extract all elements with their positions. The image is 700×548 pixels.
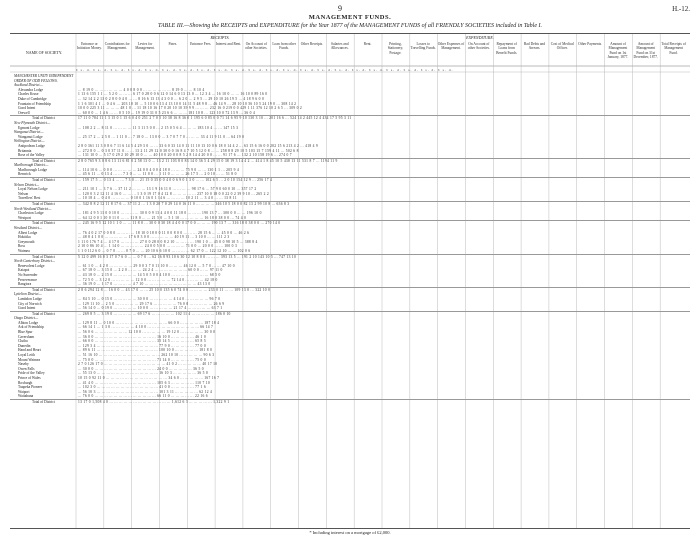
society-name: New Plymouth District— <box>14 120 51 125</box>
row-values: ... 129 11 10 ... 2 5 0 ... ... ... ... ... 29 17 6 ... ... ... ... ... 76 0 0 ... ... ... ... ... 26 6 9 <box>78 301 225 306</box>
row-values: ... 131 10 0 ... 5 17 0 29 2 10 29 10 0 ... ... 40 10 0 20 0 0 8 5 2 8 14 4 20 0 0 ... ... 91 17 6 ... 132 2 10 158 19 6 ... 274 0 7 <box>78 153 292 158</box>
column-header: Loan from other Funds. <box>272 42 296 51</box>
column-header: Levies for Management. <box>135 42 155 51</box>
column-header: Other Expenses of Management. <box>437 42 465 51</box>
society-name: Wellington District— <box>14 139 45 144</box>
society-name: Total of District <box>32 311 55 316</box>
row-values: ... 32 14 2 2 13 0 2 8 0 0 4 0 ... ... 8 16 6 13 13 4 3 0 0 ... 6 2 0 ... 2 9 5 ... 29 10 10 26 19 5 ... 4 18 9 6 0 0 <box>78 96 265 101</box>
row-values: ... 159 17 5 ... 0 13 4 ... ... 7 3 0 ... 21 15 0 35 0 0 4 0 0 6 9 0 1 3 0 ... ... 102 6 5 ... 2 0 10 154 12 9 ... 256 17 4 <box>78 178 273 183</box>
society-name: Loyal Nelson Lodge <box>18 187 48 192</box>
society-name: Auckland District— <box>14 83 43 88</box>
society-name: City of Norwich <box>18 301 42 306</box>
society-name: Travellers' Rest <box>18 196 41 201</box>
row-values: 17 11 0 784 11 1 3 15 0 1 15 6 0 4 0 251 2 7 0 5 10 38 16 8 36 0 1 195 6 0 85 0 0 71 14 6 95 9 10 130 3 10 ... 201 16 6 ... 524 14 2 445 12 4 434 17 5 95 3 11 <box>78 116 352 121</box>
society-name: Orewell <box>18 110 30 115</box>
footnote: * Including interest on a mortgage of £2,000. <box>309 530 391 535</box>
column-header: Repayment of Loans from Benefit Funds. <box>496 42 518 55</box>
column-header: On Account of other Societies. <box>467 42 490 51</box>
society-name: Duke of Cambridge <box>18 96 47 101</box>
row-values: ... 30 0 0 ... ... ... ... ... ... ... ... ... ... ... ... ... 24 0 0 ... ... ... ... ... 36 5 0 <box>78 366 204 371</box>
society-name: Hand and Heart <box>18 348 41 353</box>
society-name: Greymouth <box>18 239 35 244</box>
row-values: ... 120 0 3 2 12 11 4 16 0 ... ... ... 1 3 0 19 17 0 4 12 8 ... ... ... ... ... 237 10 0 18 0 0 22 0 2 39 9 10 ... 265 2 2 <box>78 191 269 196</box>
row-values: ... 56 10 3 ... ... ... ... ... ... ... ... ... ... ... ... ... 101 3 11 ... ... ... ... ... 62 12 4 <box>78 389 213 394</box>
row-values: 1 11 0 176 7 4 ... 4 17 0 ... ... ... ... 27 0 0 28 0 0 8 2 10 ... ... ... ... 190 1 0 ... 45 0 0 98 10 5 ... 388 8 4 <box>78 239 258 244</box>
society-name: Waitahuna <box>18 394 34 399</box>
row-values: ... 89 6 11 ... ... ... ... ... ... ... ... ... ... ... ... ... 100 10 0 ... ... ... ... ... 181 8 0 <box>78 348 213 353</box>
table-body <box>10 74 690 405</box>
row-values: 2 10 0 86 10 4 ... 1 14 0 ... ... ... ... ... 24 0 0 5 0 0 ... ... ... ... 71 0 0 ... 20 0 0 ... ... 100 0 3 <box>78 244 238 249</box>
society-name: Total of District <box>32 158 55 163</box>
row-values: 10 15 0 92 11 0 ... ... ... ... ... ... ... ... ... ... ... ... ... 34 6 0 ... ... ... ... ... 167 16 7 <box>78 376 220 380</box>
column-header: Losses to Travelling Funds. <box>410 42 436 51</box>
row-values: 1 1 6 301 4 1 ... 0 4 6 ... 203 10 10 ... 5 10 0 6 13 4 13 10 0 14 11 5 48 9 8 ... 46 14 9 ... 28 10 10 56 10 5 24 19 0 ... 308 14 2 <box>78 101 297 106</box>
society-name: Total of District <box>32 399 55 404</box>
column-header: Other Receipts. <box>300 42 324 46</box>
society-name: MANCHESTER UNITY INDEPENDENT <box>14 74 74 78</box>
row-values: ... 269 8 5 ... 3 19 0 ... ... ... ... ... 69 17 6 ... ... ... ... ... 102 11 4 ... ... ... ... ... 186 0 10 <box>78 311 231 316</box>
society-name: Loyal Leith <box>18 353 35 358</box>
society-name: Lyttelton District— <box>14 292 42 297</box>
society-name: Dunedin <box>18 343 31 348</box>
row-values: ... 25 17 2 ... 2 5 0 ... 1 11 0 ... 7 18 0 ... 13 0 0 ... 3 7 0 7 7 0 ... ... ... 33 4 11 9 11 0 ... 64 19 0 <box>78 134 245 139</box>
society-name: Benevolent Lodge <box>18 263 45 268</box>
society-name: Prince of Wales <box>18 376 41 380</box>
society-name: Renwick <box>18 172 31 177</box>
row-values: ... 114 10 6 ... 0 0 0 ... ... ... ... ... 24 0 0 4 0 0 4 18 0 ... ... ... 75 9 0 ... ... 130 1 1 ... 205 9 4 <box>78 167 240 172</box>
society-name: Good Intent <box>18 306 36 311</box>
column-header: Bad Debts and Arrears. <box>523 42 546 51</box>
society-name: Clutha <box>18 339 28 344</box>
column-header: Amount of Management Fund on 31st December, 1877. <box>633 42 659 60</box>
society-name: Hokitika <box>18 235 31 240</box>
society-name: Good Intent <box>18 106 36 111</box>
row-values: ... 60 0 0 ... 1 4 6 ... ... 0 5 10 ... 19 19 0 31 0 5 23 6 6 ... ... ... 181 10 8 ... 123 10 0 72 13 9 ... 36 0 4 <box>78 110 256 115</box>
district-total-row <box>10 399 690 405</box>
column-header: Salaries and Allowances. <box>330 42 349 51</box>
column-header: Entrance Fees. <box>190 42 212 46</box>
currency-units-row: £ s. d. £ s. d. £ s. d. £ s. d. £ s. d. £ s. d. £ s. d. £ s. d. £ s. d. £ s. d. £ s. d. £ s. d. £ s. d. £ s. d. £ s. d. £ s. d. £ s. d. £ s. d. £ s. d. £ s. d. £ s. d. £ s. d. <box>76 68 454 72</box>
column-header: On Account of other Societies. <box>245 42 268 51</box>
row-values: 1 1 0 112 6 0 ... 0 7 0 ... ... 0 7 0 ... ... 20 10 6 6 10 0 ... ... ... ... 62 17 0 ... 122 12 10 ... ... 102 0 6 <box>78 248 251 253</box>
row-values: ... 36 19 0 ... 1 17 0 ... ... ... ... 4 7 10 ... ... ... ... ... ... ... ... ... ... ... 43 13 0 <box>78 282 211 287</box>
receipts-group-header: RECEIPTS. <box>210 35 230 40</box>
row-values: ... 129 3 4 ... ... ... ... ... ... ... ... ... ... ... ... ... 77 9 0 ... ... ... ... ... 77 0 0 <box>78 343 206 348</box>
society-name: Wanganui District— <box>14 130 44 135</box>
row-values: ... 48 8 4 1 0 0 ... ... ... ... ... 17 6 8 3 0 0 ... ... ... ... ... 40 19 11 ... 3 10 0 ... ... 111 2 3 <box>78 235 230 240</box>
society-name: Ark of Friendship <box>18 325 44 330</box>
society-name: North Westland District— <box>14 206 52 211</box>
society-name: Nelson <box>18 191 29 196</box>
society-name: Charleston Lodge <box>18 211 44 216</box>
society-name: Lambdon Lodge <box>18 296 42 301</box>
row-values: ... 67 18 0 ... 3 15 0 ... 2 2 0 ... ... ... 24 2 4 ... ... ... ... ... ... ... 60 0 0 ... ... 97 11 0 <box>78 268 223 273</box>
row-values: 10 0 0 225 3 11 ... ... ... 48 1 0 ... 11 18 10 16 17 0 20 10 10 39 9 9 ... ... ... 232 16 0 219 0 0 429 1 11 376 12 10 2 6 5 ... 309 0 2 <box>78 106 302 111</box>
society-name: Marlborough District— <box>14 163 49 168</box>
society-name: Waimea <box>18 248 30 253</box>
row-values: 2 8 0 361 11 3 0 8 6 7 11 6 14 5 4 29 3 0 ... ... 33 6 0 33 14 0 11 11 10 13 10 0 6 18 0 14 4 2 ... 63 15 6 16 0 0 202 15 6 213 4 2 ... 418 4 9 <box>78 143 319 148</box>
society-name: Westport <box>18 215 31 220</box>
society-name: Total of District <box>32 254 55 259</box>
society-name: Total of District <box>32 221 55 226</box>
row-values: ... 64 12 0 0 1 10 0 11 0 ... ... 11 8 0 ... ... 21 5 0 ... 5 1 10 ... ... ... ... ... 16 18 0 38 0 0 ... 74 4 0 <box>78 215 247 220</box>
society-name: Total of District <box>32 287 55 292</box>
society-name: Total of District <box>32 202 55 207</box>
society-name: Total of District <box>32 116 55 121</box>
column-header: Printing, Stationery, Postage. <box>387 42 404 55</box>
society-name: Albion Lodge <box>18 320 39 325</box>
society-name: Blue Spur <box>18 330 33 335</box>
row-values: ... 36 0 0 ... ... ... ... ... ... ... ... ... ... ... ... ... 16 10 0 ... ... ... ... ... 46 1 0 <box>78 334 206 339</box>
society-name: Otago District— <box>14 316 39 321</box>
row-values: ... 102 3 0 ... ... ... ... ... ... ... ... ... ... ... ... ... 41 0 0 ... ... ... ... ... 77 1 6 <box>78 385 206 390</box>
row-values: ... 342 8 8 2 12 11 8 17 6 ... 37 11 2 ... 1 3 0 20 7 0 29 14 0 16 11 0 ... ... ... ... 346 10 5 18 0 0 82 13 2 99 10 8 ... 636 8 3 <box>78 202 290 207</box>
society-name: Nelson District— <box>14 182 40 187</box>
row-values: ... 84 5 10 ... 0 15 0 ... ... ... ... ... 30 0 0 ... ... ... ... ... 4 14 0 ... ... ... ... ... 96 7 0 <box>78 296 221 301</box>
society-name: Ross <box>18 244 25 249</box>
column-header: Entrance or Initiation Money. <box>76 42 102 51</box>
society-name: Albert Lodge <box>18 230 38 235</box>
name-column-header: NAME OF SOCIETY. <box>25 50 63 55</box>
society-name: Fountain of Friendship <box>18 101 51 106</box>
expenditure-group-header: EXPENDITURE. <box>466 35 494 40</box>
society-name: No Surrender <box>18 272 38 277</box>
column-header: Cost of Medical Officer. <box>550 42 574 51</box>
society-name: Wanganui Lodge <box>18 134 43 139</box>
column-header: Fines. <box>168 42 178 46</box>
society-name: Charles Kruse <box>18 92 39 97</box>
row-values: ... 10 18 4 ... 0 4 0 ... ... ... ... 0 10 0 1 16 0 1 14 6 ... ... ... ... 10 2 11 ... 3 4 0 ... ... 13 8 11 <box>78 196 237 201</box>
column-header: Other Payments. <box>578 42 603 46</box>
column-header: Total Receipts of Management Fund. <box>661 42 686 55</box>
row-values: ... 56 14 0 ... 0 19 0 ... ... ... ... ... 10 0 0 ... ... ... ... ... 21 17 4 ... ... ... ... ... 63 7 1 <box>78 306 223 311</box>
column-header: Amount of Management Fund on 1st January, 1877. <box>607 42 629 60</box>
row-values: ... 245 16 9 5 12 10 1 1 0 ... ... 11 8 0 ... 30 0 0 30 18 4 4 0 0 17 0 0 ... ... ... 190 13 7 ... 316 18 0 38 0 0 ... 270 14 0 <box>78 221 281 226</box>
row-values: ... 8 19 0 ... ... ... ... ... ... 4 0 0 8 0 0 ... ... ... ... ... ... 8 19 0 ... ... 8 10 4 <box>78 87 205 92</box>
row-values: ... 51 16 10 ... ... ... ... ... ... ... ... ... ... ... ... ... 262 10 10 ... ... ... ... ... 90 6 3 <box>78 353 215 358</box>
row-values: ... 55 13 0 ... ... ... ... ... ... ... ... ... ... ... ... ... 16 10 3 ... ... ... ... ... 36 5 0 <box>78 371 209 376</box>
row-values: 13 17 0 1,508 4 0 ... ... ... ... ... ... ... ... ... ... ... ... ... 1,612 6 3 ... ... ... ... ... 1,322 9 1 <box>78 399 230 404</box>
society-name: Marlborough Lodge <box>18 167 48 172</box>
row-values: 2 8 0 765 9 3 0 8 6 13 11 6 81 0 2 58 13 0 ... 13 2 11 103 8 0 83 14 0 36 5 4 29 15 0 38 19 3 14 4 2 ... 414 1 8 45 10 5 438 13 11 531 8 7 ... 1194 11 9 <box>78 158 338 163</box>
society-name: Rose of the Valley <box>18 153 45 158</box>
society-name: Owen Falls <box>18 366 35 371</box>
row-values: ... 108 2 2 ... 8 11 0 ... ... ... ... 11 3 11 5 0 0 ... 2 15 0 5 6 4 ... ... ... 183 10 4 ... ... 147 15 3 <box>78 125 239 130</box>
document-code: H.-12. <box>672 5 690 13</box>
row-values: ... 66 0 0 ... ... ... ... ... ... ... ... ... ... ... ... ... 35 14 5 ... ... ... ... ... 65 8 5 <box>78 339 206 344</box>
society-name: Kaiapoi <box>18 268 30 273</box>
page-number: 9 <box>338 4 342 13</box>
row-values: 1 13 6 155 1 1 ... 5 2 0 ... ... ... 6 17 0 28 0 0 6 12 0 14 6 0 13 13 0 ... 12 3 4 ... 16 10 0 ... ... 16 10 0 89 16 0 <box>78 92 268 97</box>
society-name: ORDER OF ODD FELLOWS. <box>14 78 58 83</box>
row-values: ... 56 0 6 ... ... ... ... ... ... ... 12 10 0 ... ... ... ... ... 19 12 0 ... ... ... ... ... 30 0 0 <box>78 330 216 335</box>
row-values: ... 76 0 0 ... ... ... ... ... ... ... ... ... ... ... ... ... 66 11 0 ... ... ... ... ... 22 16 6 <box>78 394 208 399</box>
society-name: Waipori <box>18 389 30 394</box>
row-values: 2 8 6 294 12 8 ... 16 0 0 ... 43 17 0 ... ... 25 10 0 135 6 0 74 0 0 ... ... ... ... 233 0 11 ... ... 109 13 0 ... 322 10 0 <box>78 287 271 292</box>
row-values: ... 76 4 0 2 17 0 0 8 0 ... ... ... ... 18 10 0 18 0 0 11 0 0 8 0 0 ... ... ... 28 15 6 ... ... 45 0 0 ... 46 2 6 <box>78 230 250 235</box>
row-values: ... 75 0 0 ... ... ... ... ... ... ... ... ... ... ... ... ... 71 14 0 ... ... ... ... ... 75 0 0 <box>78 357 206 362</box>
table-caption: TABLE III.—Showing the RECEIPTS and EXPENDITURE for the Year 1877 of the MANAGEMENT FUNDS of all FRIENDLY SOCIETIES included in Table I. <box>157 23 543 29</box>
row-values: 5 12 0 499 16 0 3 17 0 7 6 0 ... ... 0 7 0 ... 62 16 8 93 10 6 30 12 10 8 0 0 ... ... ... 393 13 5 ... 191 2 10 143 10 5 ... 747 13 10 <box>78 254 297 259</box>
row-values: ... 211 10 1 ... 3 7 6 ... 37 11 2 ... ... ... 13 1 9 16 11 0 ... ... ... ... 98 17 6 ... 57 9 0 60 0 10 ... 357 17 2 <box>78 187 257 192</box>
row-values: ... 41 4 0 ... ... ... ... ... ... ... ... ... ... ... ... ... 105 6 3 ... ... ... ... ... 110 7 10 <box>78 380 210 385</box>
column-header: Interest and Rent. <box>215 42 242 46</box>
row-values: ... 181 4 9 5 11 0 0 10 0 ... ... ... ... 30 0 0 9 13 4 4 0 0 11 18 0 ... ... ... 190 13 7 ... 300 0 0 ... ... 196 10 0 <box>78 211 262 216</box>
society-name: Antipodean Lodge <box>18 143 45 148</box>
society-name: Westland District— <box>14 226 43 230</box>
row-values: ... 272 8 0 ... 0 3 0 37 11 0 ... ... 13 2 11 29 12 0 30 0 0 16 8 4 7 10 5 12 0 8 ... ... 258 8 8 29 10 5 103 15 7 159 4 11 ... 502 6 8 <box>78 148 299 153</box>
row-values: ... 66 14 1 ... 1 3 0 ... ... ... ... ... 4 10 0 ... ... ... ... ... ... ... ... ... ... ... 66 14 7 <box>78 325 214 330</box>
row-values: 2 7 0 126 17 0 ... ... ... ... ... ... ... ... ... ... ... ... ... 41 0 2 ... ... ... ... ... 40 17 10 <box>78 362 218 367</box>
society-name: Total of District <box>32 178 55 183</box>
society-name: Naseby <box>18 362 29 367</box>
society-name: Britannia <box>18 148 32 153</box>
society-name: Egmont Lodge <box>18 125 40 130</box>
page-title: MANAGEMENT FUNDS. <box>308 14 392 21</box>
society-name: Caversham <box>18 334 35 339</box>
column-header: Rent. <box>363 42 372 46</box>
society-name: Perseverance <box>18 277 37 282</box>
society-name: Pride of the Valley <box>18 371 45 376</box>
row-values: ... 61 1 0 ... 4 2 0 ... ... ... ... ... 29 0 0 3 7 0 11 10 0 ... ... ... 46 12 0 ... 5 7 0 ... ... 47 10 0 <box>78 263 235 268</box>
society-name: Roxburgh <box>18 380 33 385</box>
society-name: Alexandra Lodge <box>18 87 44 92</box>
society-name: North Canterbury District— <box>14 259 55 264</box>
row-values: ... 43 18 0 ... 2 15 0 ... ... ... ... ... 14 5 0 5 0 0 4 10 0 ... ... ... ... ... ... ... ... 68 5 0 <box>78 272 221 277</box>
row-values: ... 129 8 11 ... 0 10 0 ... ... ... ... ... ... ... ... ... ... ... 66 0 0 ... ... ... ... ... 187 18 4 <box>78 320 220 325</box>
column-header: Contributions for Management. <box>104 42 130 51</box>
row-values: ... 72 5 0 ... 3 12 0 ... ... ... ... ... 12 0 0 ... ... ... ... ... 72 14 0 ... ... ... ... 42 18 0 <box>78 277 218 282</box>
society-name: Rangiora <box>18 282 32 287</box>
society-name: Tuapeka Pioneer <box>18 385 43 390</box>
society-name: Mount Waimea <box>18 357 41 362</box>
row-values: ... 45 6 11 ... 0 13 4 ... ... 7 3 0 ... ... 11 0 0 ... 1 11 0 ... ... ... 26 17 5 ... 2 0 10 ... ... 51 8 0 <box>78 172 237 177</box>
